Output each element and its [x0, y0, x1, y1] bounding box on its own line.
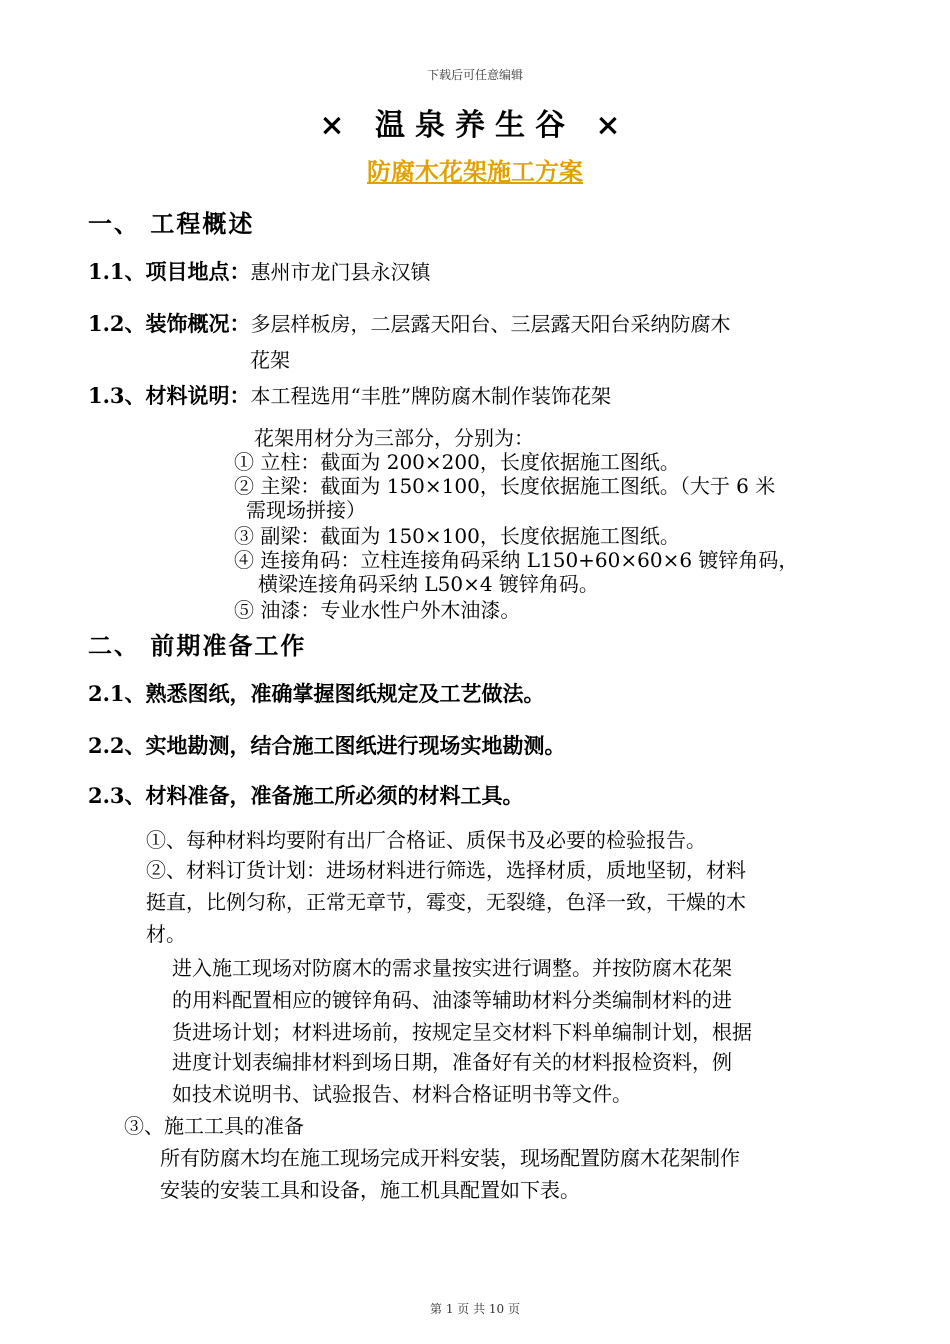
paragraph-3-line: 的用料配置相应的镀锌角码、油漆等辅助材料分类编制材料的进	[172, 988, 732, 1012]
material-line: ① 立柱：截面为 200×200，长度依据施工图纸。	[234, 450, 680, 474]
item-2-1: 2.1、熟悉图纸，准确掌握图纸规定及工艺做法。	[88, 681, 545, 706]
paragraph-2-line: 材。	[146, 922, 186, 946]
page-footer: 第 1 页 共 10 页	[430, 1302, 520, 1316]
paragraph-3-line: 进入施工现场对防腐木的需求量按实进行调整。并按防腐木花架	[172, 956, 732, 980]
material-line: ② 主梁：截面为 150×100，长度依据施工图纸。（大于 6 米	[234, 474, 776, 498]
item-1-3-text: 本工程选用“丰胜”牌防腐木制作装饰花架	[250, 384, 611, 408]
paragraph-3-line: 进度计划表编排材料到场日期，准备好有关的材料报检资料，例	[172, 1050, 732, 1074]
page-subtitle	[0, 152, 950, 187]
section2-heading: 二、 前期准备工作	[88, 631, 307, 660]
item-1-2-text-cont: 花架	[250, 348, 290, 372]
material-line: ⑤ 油漆：专业水性户外木油漆。	[234, 598, 521, 622]
paragraph-2-line: 挺直，比例匀称，正常无章节，霉变，无裂缝，色泽一致，干燥的木	[146, 890, 746, 914]
page-title: × 温泉养生谷 ×	[319, 108, 631, 143]
subtitle-text: 防腐木花架施工方案	[367, 157, 583, 186]
paragraph-2-line: ②、材料订货计划：进场材料进行筛选，选择材质，质地坚韧，材料	[146, 858, 746, 882]
item-1-2-text: 多层样板房，二层露天阳台、三层露天阳台采纳防腐木	[250, 312, 731, 336]
paragraph-3-line: 货进场计划；材料进场前，按规定呈交材料下料单编制计划，根据	[172, 1020, 752, 1044]
materials-intro: 花架用材分为三部分，分别为：	[254, 426, 534, 450]
item-2-3: 2.3、材料准备，准备施工所必须的材料工具。	[88, 783, 524, 808]
item-2-2: 2.2、实地勘测，结合施工图纸进行现场实地勘测。	[88, 733, 566, 758]
section1-heading: 一、 工程概述	[88, 209, 255, 238]
paragraph-5-line: 所有防腐木均在施工现场完成开料安装，现场配置防腐木花架制作	[160, 1146, 740, 1170]
material-line: ③ 副梁：截面为 150×100，长度依据施工图纸。	[234, 524, 680, 548]
material-line: 横梁连接角码采纳 L50×4 镀锌角码。	[258, 572, 599, 596]
material-line: 需现场拼接）	[246, 498, 366, 522]
header-note: 下载后可任意编辑	[426, 68, 523, 82]
item-1-3-label: 1.3、材料说明：	[88, 383, 251, 408]
paragraph-3-line: 如技术说明书、试验报告、材料合格证明书等文件。	[172, 1082, 632, 1106]
paragraph-4: ③、施工工具的准备	[124, 1114, 304, 1138]
item-1-2-label: 1.2、装饰概况：	[88, 311, 251, 336]
paragraph-1: ①、每种材料均要附有出厂合格证、质保书及必要的检验报告。	[146, 828, 706, 852]
paragraph-5-line: 安装的安装工具和设备，施工机具配置如下表。	[160, 1178, 580, 1202]
item-1-2	[88, 308, 731, 338]
material-line: ④ 连接角码：立柱连接角码采纳 L150+60×60×6 镀锌角码，	[234, 548, 799, 572]
item-1-1-text: 惠州市龙门县永汉镇	[250, 260, 431, 284]
item-1-1	[88, 256, 431, 286]
item-1-1-label: 1.1、项目地点：	[88, 259, 251, 284]
item-1-3	[88, 380, 611, 410]
